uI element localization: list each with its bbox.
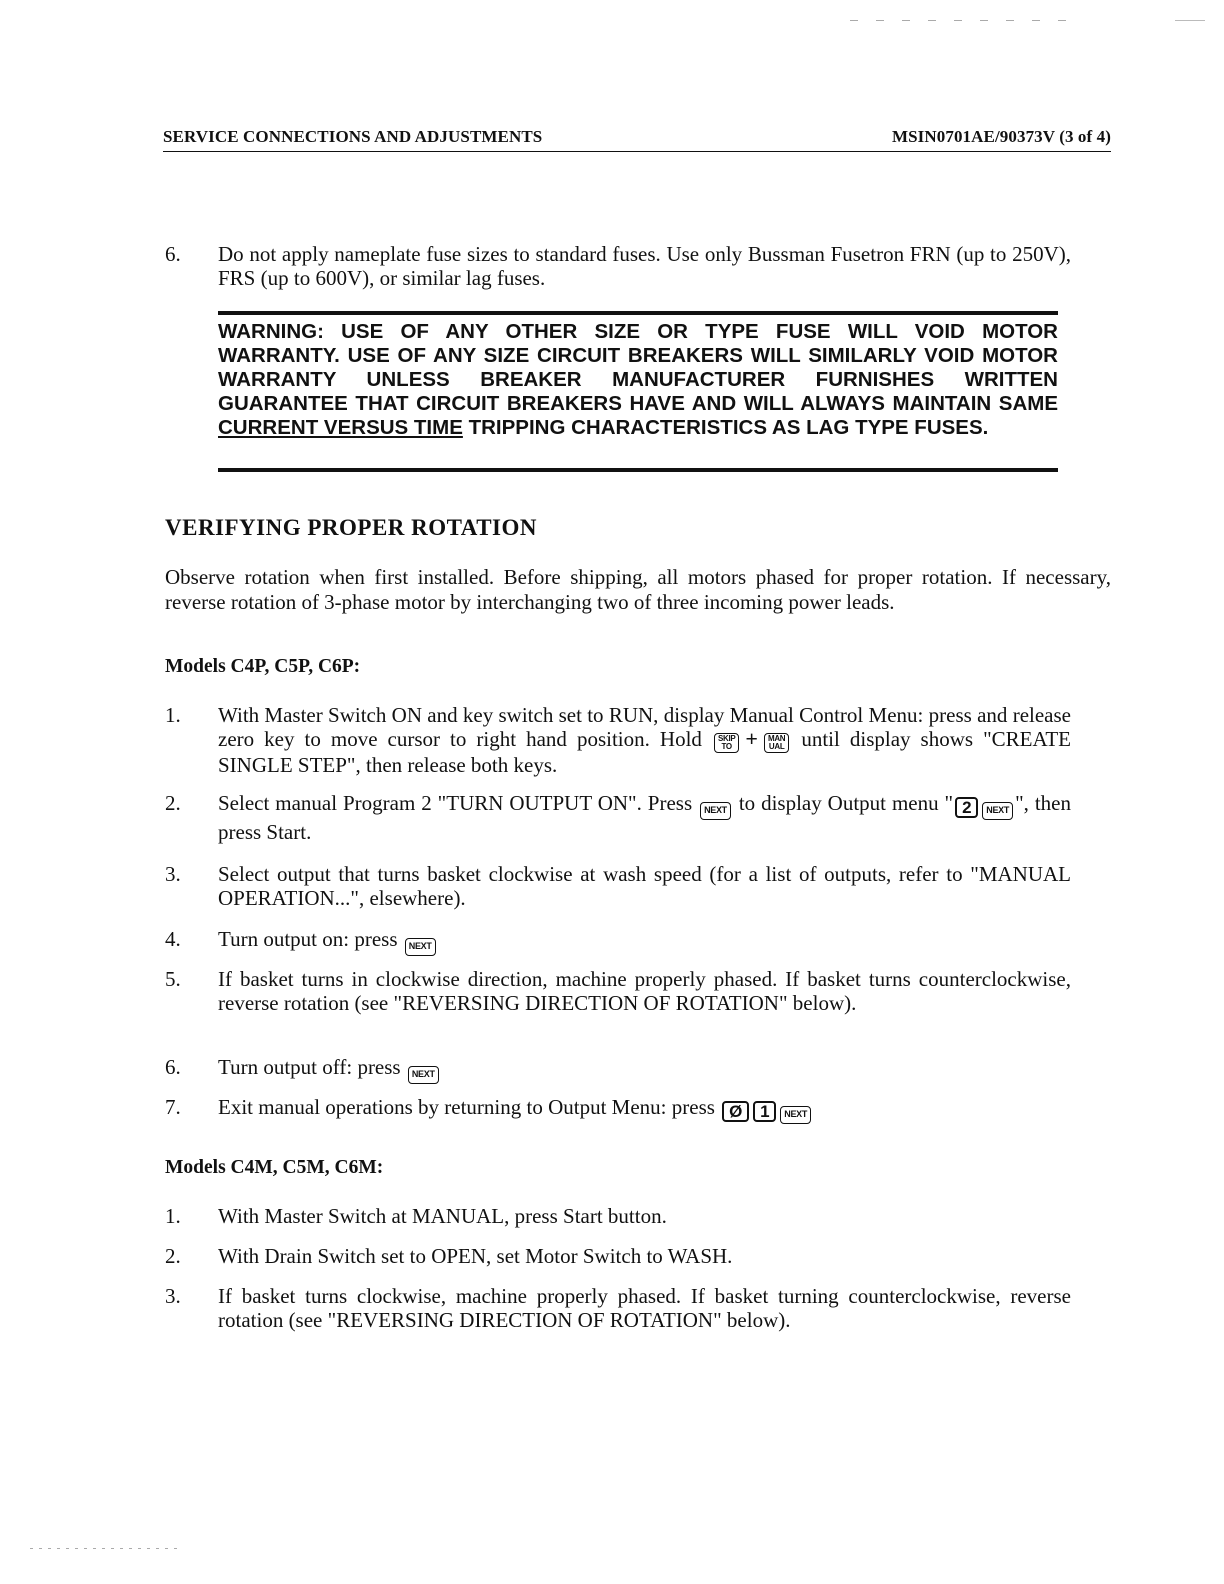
warning-text-part2: TRIPPING CHARACTERISTICS AS LAG TYPE FUSES. bbox=[462, 416, 989, 439]
step-text-a: Turn output off: press bbox=[218, 1055, 406, 1079]
section-intro: Observe rotation when first installed. Before shipping, all motors phased for proper rotation. If necessary, reverse rotation of 3-phase motor by interchanging two of three incoming power leads. bbox=[165, 565, 1111, 614]
skip-to-key-icon: SKIP TO bbox=[714, 733, 739, 753]
step-text-a: Turn output on: press bbox=[218, 927, 403, 951]
step-text-a: Exit manual operations by returning to Output Menu: press bbox=[218, 1095, 721, 1119]
step-text-b: to display Output menu " bbox=[732, 791, 954, 815]
step-number: 3. bbox=[165, 1284, 181, 1308]
header-rule bbox=[163, 151, 1111, 152]
warning-box bbox=[218, 320, 1058, 440]
step-number: 7. bbox=[165, 1095, 181, 1119]
models-m-heading: Models C4M, C5M, C6M: bbox=[165, 1157, 384, 1178]
two-key-icon: 2 bbox=[955, 797, 978, 818]
step-number: 5. bbox=[165, 967, 181, 991]
warning-top-rule bbox=[218, 311, 1058, 315]
step-number: 1. bbox=[165, 703, 181, 727]
item-number: 6. bbox=[165, 242, 181, 266]
item-text: Do not apply nameplate fuse sizes to standard fuses. Use only Bussman Fusetron FRN (up to 250V), FRS (up to 600V), or similar lag fuses. bbox=[218, 242, 1071, 290]
step-text bbox=[218, 791, 1071, 844]
plus-icon: + bbox=[745, 726, 758, 751]
next-key-icon: NEXT bbox=[982, 802, 1013, 820]
section-title: VERIFYING PROPER ROTATION bbox=[165, 515, 537, 540]
next-key-icon: NEXT bbox=[405, 938, 436, 956]
models-p-heading: Models C4P, C5P, C6P: bbox=[165, 656, 361, 677]
step-text-b: until display shows "CREATE SINGLE STEP", then release both keys. bbox=[218, 727, 1071, 777]
step-text: If basket turns clockwise, machine properly phased. If basket turning counterclockwise, reverse rotation (see "REVERSING DIRECTION OF ROTATION" below). bbox=[218, 1284, 1071, 1332]
step-number: 1. bbox=[165, 1204, 181, 1228]
step-text bbox=[218, 703, 1071, 777]
step-number: 2. bbox=[165, 791, 181, 815]
step-number: 6. bbox=[165, 1055, 181, 1079]
step-text bbox=[218, 1055, 1071, 1084]
next-key-icon: NEXT bbox=[700, 802, 731, 820]
step-text-a: Select manual Program 2 "TURN OUTPUT ON". Press bbox=[218, 791, 699, 815]
next-key-icon: NEXT bbox=[780, 1106, 811, 1124]
step-text-c: ", then press Start. bbox=[218, 791, 1071, 844]
header-document-id: MSIN0701AE/90373V (3 of 4) bbox=[891, 127, 1111, 146]
step-text: With Drain Switch set to OPEN, set Motor Switch to WASH. bbox=[218, 1244, 733, 1268]
step-number: 2. bbox=[165, 1244, 181, 1268]
next-key-icon: NEXT bbox=[408, 1066, 439, 1084]
manual-key-icon: MAN UAL bbox=[764, 733, 789, 753]
scan-artifact-top-right bbox=[1175, 20, 1205, 21]
step-text: Select output that turns basket clockwise at wash speed (for a list of outputs, refer to "MANUAL OPERATION...", elsewhere). bbox=[218, 862, 1071, 910]
warning-bottom-rule bbox=[218, 468, 1058, 472]
step-text bbox=[218, 927, 1071, 956]
step-text: If basket turns in clockwise direction, machine properly phased. If basket turns counterclockwise, reverse rotation (see "REVERSING DIRECTION OF ROTATION" below). bbox=[218, 967, 1071, 1015]
step-text-a: With Master Switch ON and key switch set to RUN, display Manual Control Menu: press and release zero key to move cursor to right hand position. Hold bbox=[218, 703, 1071, 751]
page-header bbox=[163, 127, 1111, 147]
step-text: With Master Switch at MANUAL, press Start button. bbox=[218, 1204, 667, 1228]
step-number: 4. bbox=[165, 927, 181, 951]
warning-underlined-text: CURRENT VERSUS TIME bbox=[218, 416, 463, 439]
one-key-icon: 1 bbox=[753, 1101, 776, 1122]
scan-artifact-top bbox=[850, 20, 1080, 21]
scan-artifact-bottom bbox=[30, 1548, 180, 1549]
step-text bbox=[218, 1095, 1071, 1124]
warning-text-part1: WARNING: USE OF ANY OTHER SIZE OR TYPE FUSE WILL VOID MOTOR WARRANTY. USE OF ANY SIZE CIRCUIT BREAKERS WILL SIMILARLY VOID MOTOR WARRANTY UNLESS BREAKER MANUFACTURER FURNISHES WRITTEN GUARANTEE THAT CIRCUIT BREAKERS HAVE AND WILL ALWAYS MAINTAIN SAME bbox=[218, 320, 1058, 415]
header-section-title: SERVICE CONNECTIONS AND ADJUSTMENTS bbox=[163, 127, 543, 146]
zero-key-icon: Ø bbox=[722, 1101, 749, 1122]
step-number: 3. bbox=[165, 862, 181, 886]
